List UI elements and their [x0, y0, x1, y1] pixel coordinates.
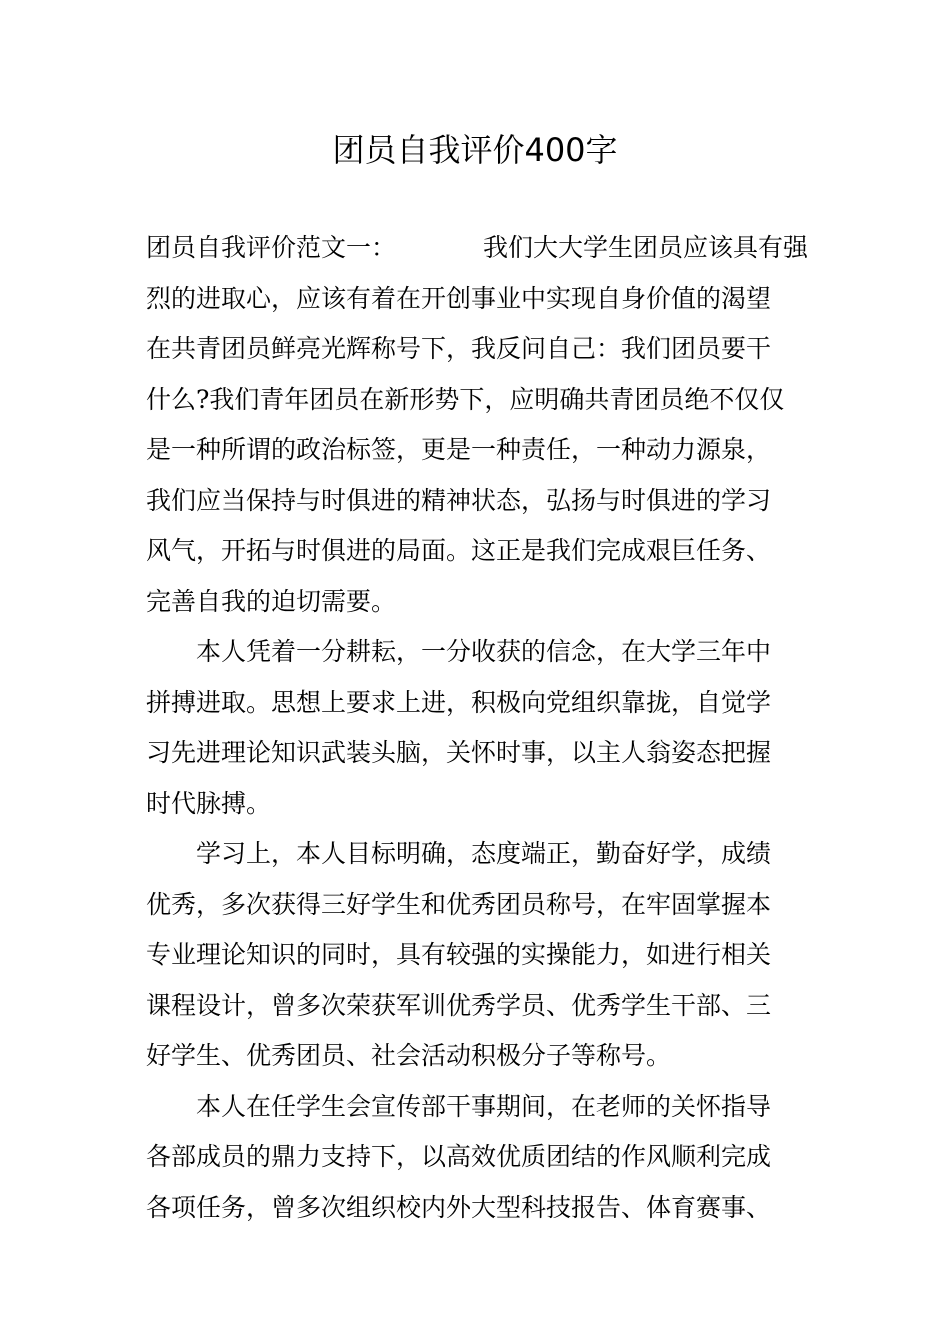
document-body: [146, 223, 808, 1233]
text-line: 是一种所谓的政治标签，更是一种责任，一种动力源泉，: [146, 435, 772, 464]
text-line-content: 本人凭着一分耕耘，一分收获的信念，在大学三年中: [196, 637, 772, 666]
text-line: 完善自我的迫切需要。: [146, 586, 397, 616]
text-line: 优秀，多次获得三好学生和优秀团员称号，在牢固掌握本: [146, 889, 772, 919]
text-line: 课程设计，曾多次荣获军训优秀学员、优秀学生干部、三: [146, 990, 772, 1020]
text-line-content: 学习上，本人目标明确，态度端正，勤奋好学，成绩: [196, 839, 772, 868]
text-line: 各项任务，曾多次组织校内外大型科技报告、体育赛事、: [146, 1192, 772, 1222]
text-line: 在共青团员鲜亮光辉称号下，我反问自己：我们团员要干: [146, 334, 772, 363]
text-line: 什么?我们青年团员在新形势下，应明确共青团员绝不仅仅: [146, 384, 785, 414]
document-title: 团员自我评价400字: [332, 131, 618, 169]
text-line: 风气，开拓与时俱进的局面。这正是我们完成艰巨任务、: [146, 536, 772, 565]
text-line-content: 本人在任学生会宣传部干事期间，在老师的关怀指导: [196, 1091, 772, 1121]
text-line: 各部成员的鼎力支持下，以高效优质团结的作风顺利完成: [146, 1142, 772, 1171]
text-line: 好学生、优秀团员、社会活动积极分子等称号。: [146, 1041, 672, 1070]
intro-label: 团员自我评价范文一：: [146, 233, 397, 262]
text-line: 拼搏进取。思想上要求上进，积极向党组织靠拢，自觉学: [146, 687, 772, 717]
text-line: 习先进理论知识武装头脑，关怀时事，以主人翁姿态把握: [146, 738, 772, 767]
text-line: 烈的进取心，应该有着在开创事业中实现自身价值的渴望: [146, 283, 772, 313]
text-line: [146, 627, 808, 678]
text-line: [146, 829, 808, 880]
text-line-content: 我们大大学生团员应该具有强: [482, 233, 808, 262]
text-line: 我们应当保持与时俱进的精神状态，弘扬与时俱进的学习: [146, 485, 772, 515]
text-line: 专业理论知识的同时，具有较强的实操能力，如进行相关: [146, 940, 772, 969]
text-line: [146, 223, 808, 274]
text-line: [146, 1082, 808, 1133]
text-line: 时代脉搏。: [146, 788, 272, 818]
